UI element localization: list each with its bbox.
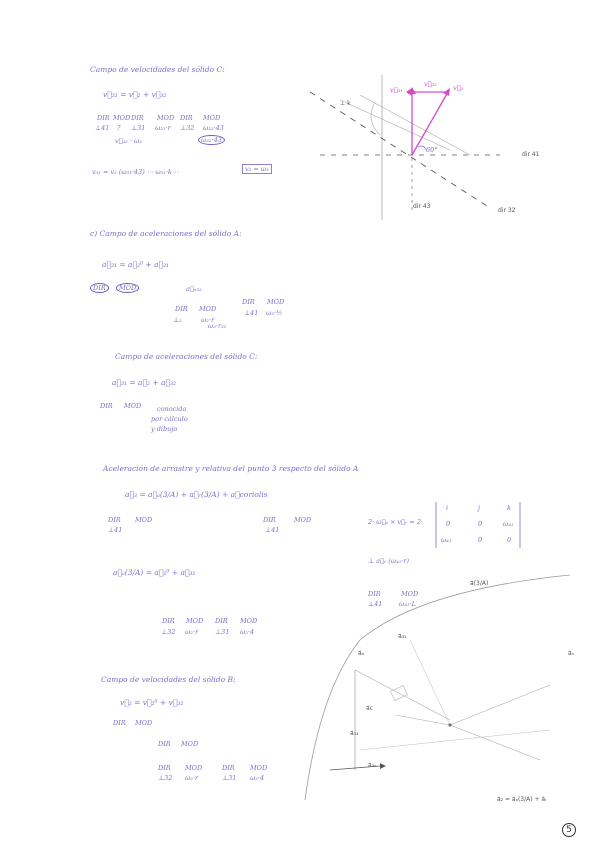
arrastre-val-1: ⊥32: [161, 628, 176, 636]
rel-mid-dir: DIR: [263, 516, 276, 524]
accel-sub-val-1: ⊥₂: [173, 316, 182, 324]
b-sub-val-1: ⊥32: [158, 774, 173, 782]
construction-line-2: [360, 95, 470, 155]
arrastre-val-3: ⊥31: [215, 628, 230, 636]
term-dir-2: DIR: [131, 114, 144, 122]
accel-mid: ω₃·r₃₂: [208, 322, 227, 330]
term-dir-1: DIR: [97, 114, 110, 122]
b-dir-1: DIR: [113, 719, 126, 727]
arrastre-val-4: ω₂·4: [240, 628, 255, 636]
rel-left-dir: DIR: [108, 516, 121, 524]
section-b-velocidades-title: Campo de velocidades del sólido B:: [101, 675, 236, 684]
b-sub-val-4: ω₃·4: [250, 774, 265, 782]
b-sub-dir-1: DIR: [158, 764, 171, 772]
solido-c-mod: MOD: [124, 402, 142, 410]
value-6: ω₃₂·43: [203, 124, 224, 132]
b-velocity-equation: v⃗₂ = v⃗₂⁰ + v⃗₃₂: [120, 698, 184, 707]
value-2: ?: [117, 124, 121, 132]
label-aA: a⃗ₐ: [358, 650, 365, 657]
matrix-r2-c1: ω₄₁: [441, 536, 452, 544]
label-bottom-eq: a⃗₂ = a⃗ₐ(3/A) + a⃗ᵣ: [497, 796, 547, 803]
matrix-k: k: [507, 504, 511, 512]
accel-sub-val-3: ⊥41: [244, 309, 259, 317]
label-ac: a⃗c: [366, 705, 373, 712]
label-dir-43: dir 43: [413, 203, 431, 210]
rel-left-mod: MOD: [135, 516, 153, 524]
label-angle: 60°: [426, 146, 438, 154]
b-dir-2: DIR: [158, 740, 171, 748]
term-mod-2: MOD: [157, 114, 175, 122]
value-4: ω₂₁·r: [155, 124, 171, 132]
b-mod-2: MOD: [181, 740, 199, 748]
curve-path: [305, 575, 570, 800]
line-base: [360, 730, 550, 750]
page-number: 5: [562, 823, 576, 837]
accel-dir: DIR: [90, 283, 109, 293]
section-relative-title: Aceleración de arrastre y relativa del punto 3 respecto del sólido A: [103, 464, 359, 473]
solido-c-note-1: conocida: [157, 405, 187, 413]
rel-dir: DIR: [368, 590, 381, 598]
rel-mid-val: ⊥41: [265, 526, 280, 534]
label-corner: a⃗(3/A): [470, 580, 489, 587]
label-a32: a⃗₃₂: [350, 730, 359, 737]
center-point: [448, 723, 451, 726]
matrix-i: i: [446, 504, 449, 512]
relative-sub-eq: ⊥ a⃗ᵣ (ω₄₁·r): [368, 557, 410, 565]
matrix-r1-c3: ω₄₁: [503, 520, 514, 528]
arrastre-mod-2: MOD: [240, 617, 258, 625]
construction-line-1: [340, 100, 450, 150]
line-a31: [450, 685, 550, 725]
rel-val-2: ω₄₁·L: [399, 600, 416, 608]
arrastre-equation: a⃗ₐ(3/A) = a⃗₂⁰ + a⃗₃₂: [113, 568, 196, 577]
angle-arc: [418, 146, 426, 150]
value-1: ⊥41: [95, 124, 110, 132]
accel-sub-dir-1: DIR: [175, 305, 188, 313]
label-dir-32: dir 32: [498, 207, 516, 214]
accel-equation: a⃗₃₁ = a⃗₂⁰ + a⃗₃₁: [102, 260, 170, 269]
value-5: ⊥32: [180, 124, 195, 132]
section-c-velocidades-title: Campo de velocidades del sólido C:: [90, 65, 225, 74]
line-short: [395, 715, 450, 725]
section-c-aceleraciones-title: c) Campo de aceleraciones del sólido A:: [90, 229, 242, 238]
label-a31: a⃗₃₁: [398, 633, 407, 640]
arc: [371, 102, 380, 135]
rel-mod: MOD: [401, 590, 419, 598]
label-v32: v⃗₃₂: [424, 80, 437, 88]
accel-sub-dir-2: DIR: [242, 298, 255, 306]
accel-sub-mod-2: MOD: [267, 298, 285, 306]
sub-equation-2: [198, 135, 225, 145]
label-right-margin: a⃗ₙ: [568, 650, 575, 657]
b-sub-dir-2: DIR: [222, 764, 235, 772]
accel-sub-mod-1: MOD: [199, 305, 217, 313]
b-sub-val-3: ⊥31: [222, 774, 237, 782]
line-top: [410, 640, 450, 725]
solido-c-equation: a⃗₃₁ = a⃗₂ + a⃗₃₂: [112, 378, 177, 387]
sub-equation: v⃗₃₂ · ω₂: [115, 137, 142, 145]
arrastre-mod-1: MOD: [186, 617, 204, 625]
label-v3-left: v⃗₃₁: [390, 86, 403, 94]
arrow-head: [380, 763, 386, 769]
value-3: ⊥31: [131, 124, 146, 132]
arrastre-dir-2: DIR: [215, 617, 228, 625]
acceleration-diagram: [300, 570, 590, 810]
label-v3: v⃗₃: [453, 84, 464, 92]
matrix-r2-c3: 0: [507, 536, 512, 544]
matrix-r1-c2: 0: [478, 520, 483, 528]
solido-c-note-2: por cálculo: [151, 415, 188, 423]
b-sub-mod-1: MOD: [185, 764, 203, 772]
label-dir-k: ⊥ k: [340, 100, 351, 107]
answer-equation: v₃₁ = v₃ (ω₃₁·43) ⋯ ω₃₁·k⋯: [92, 168, 179, 176]
accel-mod: MOD: [116, 283, 139, 293]
rel-mid-mod: MOD: [294, 516, 312, 524]
section-c-solido-title: Campo de aceleraciones del sólido C:: [115, 352, 258, 361]
solido-c-note-3: y dibujo: [151, 425, 178, 433]
circled-answer: ω₃₂·43: [198, 135, 225, 145]
relative-equation: a⃗₃ = a⃗ₐ(3/A) + a⃗ᵣ(3/A) + a⃗coriolis: [125, 490, 268, 499]
b-sub-mod-2: MOD: [250, 764, 268, 772]
velocity-equation: v⃗₃₁ = v⃗₂ + v⃗₃₂: [103, 90, 167, 99]
label-arrow-note: a⃗₃ₙ: [368, 762, 377, 769]
solido-c-dir: DIR: [100, 402, 113, 410]
matrix-j: j: [478, 504, 481, 512]
dir-32-line: [310, 92, 490, 208]
arrastre-val-2: ω₂·r: [185, 628, 199, 636]
accel-sub-val-4: ω₃·½: [266, 309, 283, 317]
answer-box: v₃ = ω₃: [242, 165, 272, 173]
label-dir-41: dir 41: [522, 151, 540, 158]
b-sub-val-2: ω₂·r: [185, 774, 199, 782]
matrix-r1-c1: 0: [446, 520, 451, 528]
term-dir-3: DIR: [180, 114, 193, 122]
accel-sub-val-2: ω₂·r: [201, 316, 215, 324]
b-mod-1: MOD: [135, 719, 153, 727]
coriolis-prefix: 2· ω⃗ₐ × v⃗ᵣ = 2·: [368, 518, 424, 526]
rel-left-val: ⊥41: [108, 526, 123, 534]
line-ac: [450, 725, 540, 760]
accel-a32: a⃗ₙ₃₂: [186, 285, 202, 293]
arrastre-dir-1: DIR: [162, 617, 175, 625]
rel-val-1: ⊥41: [368, 600, 383, 608]
term-mod-1: MOD: [113, 114, 131, 122]
matrix-r2-c2: 0: [478, 536, 483, 544]
term-mod-3: MOD: [203, 114, 221, 122]
